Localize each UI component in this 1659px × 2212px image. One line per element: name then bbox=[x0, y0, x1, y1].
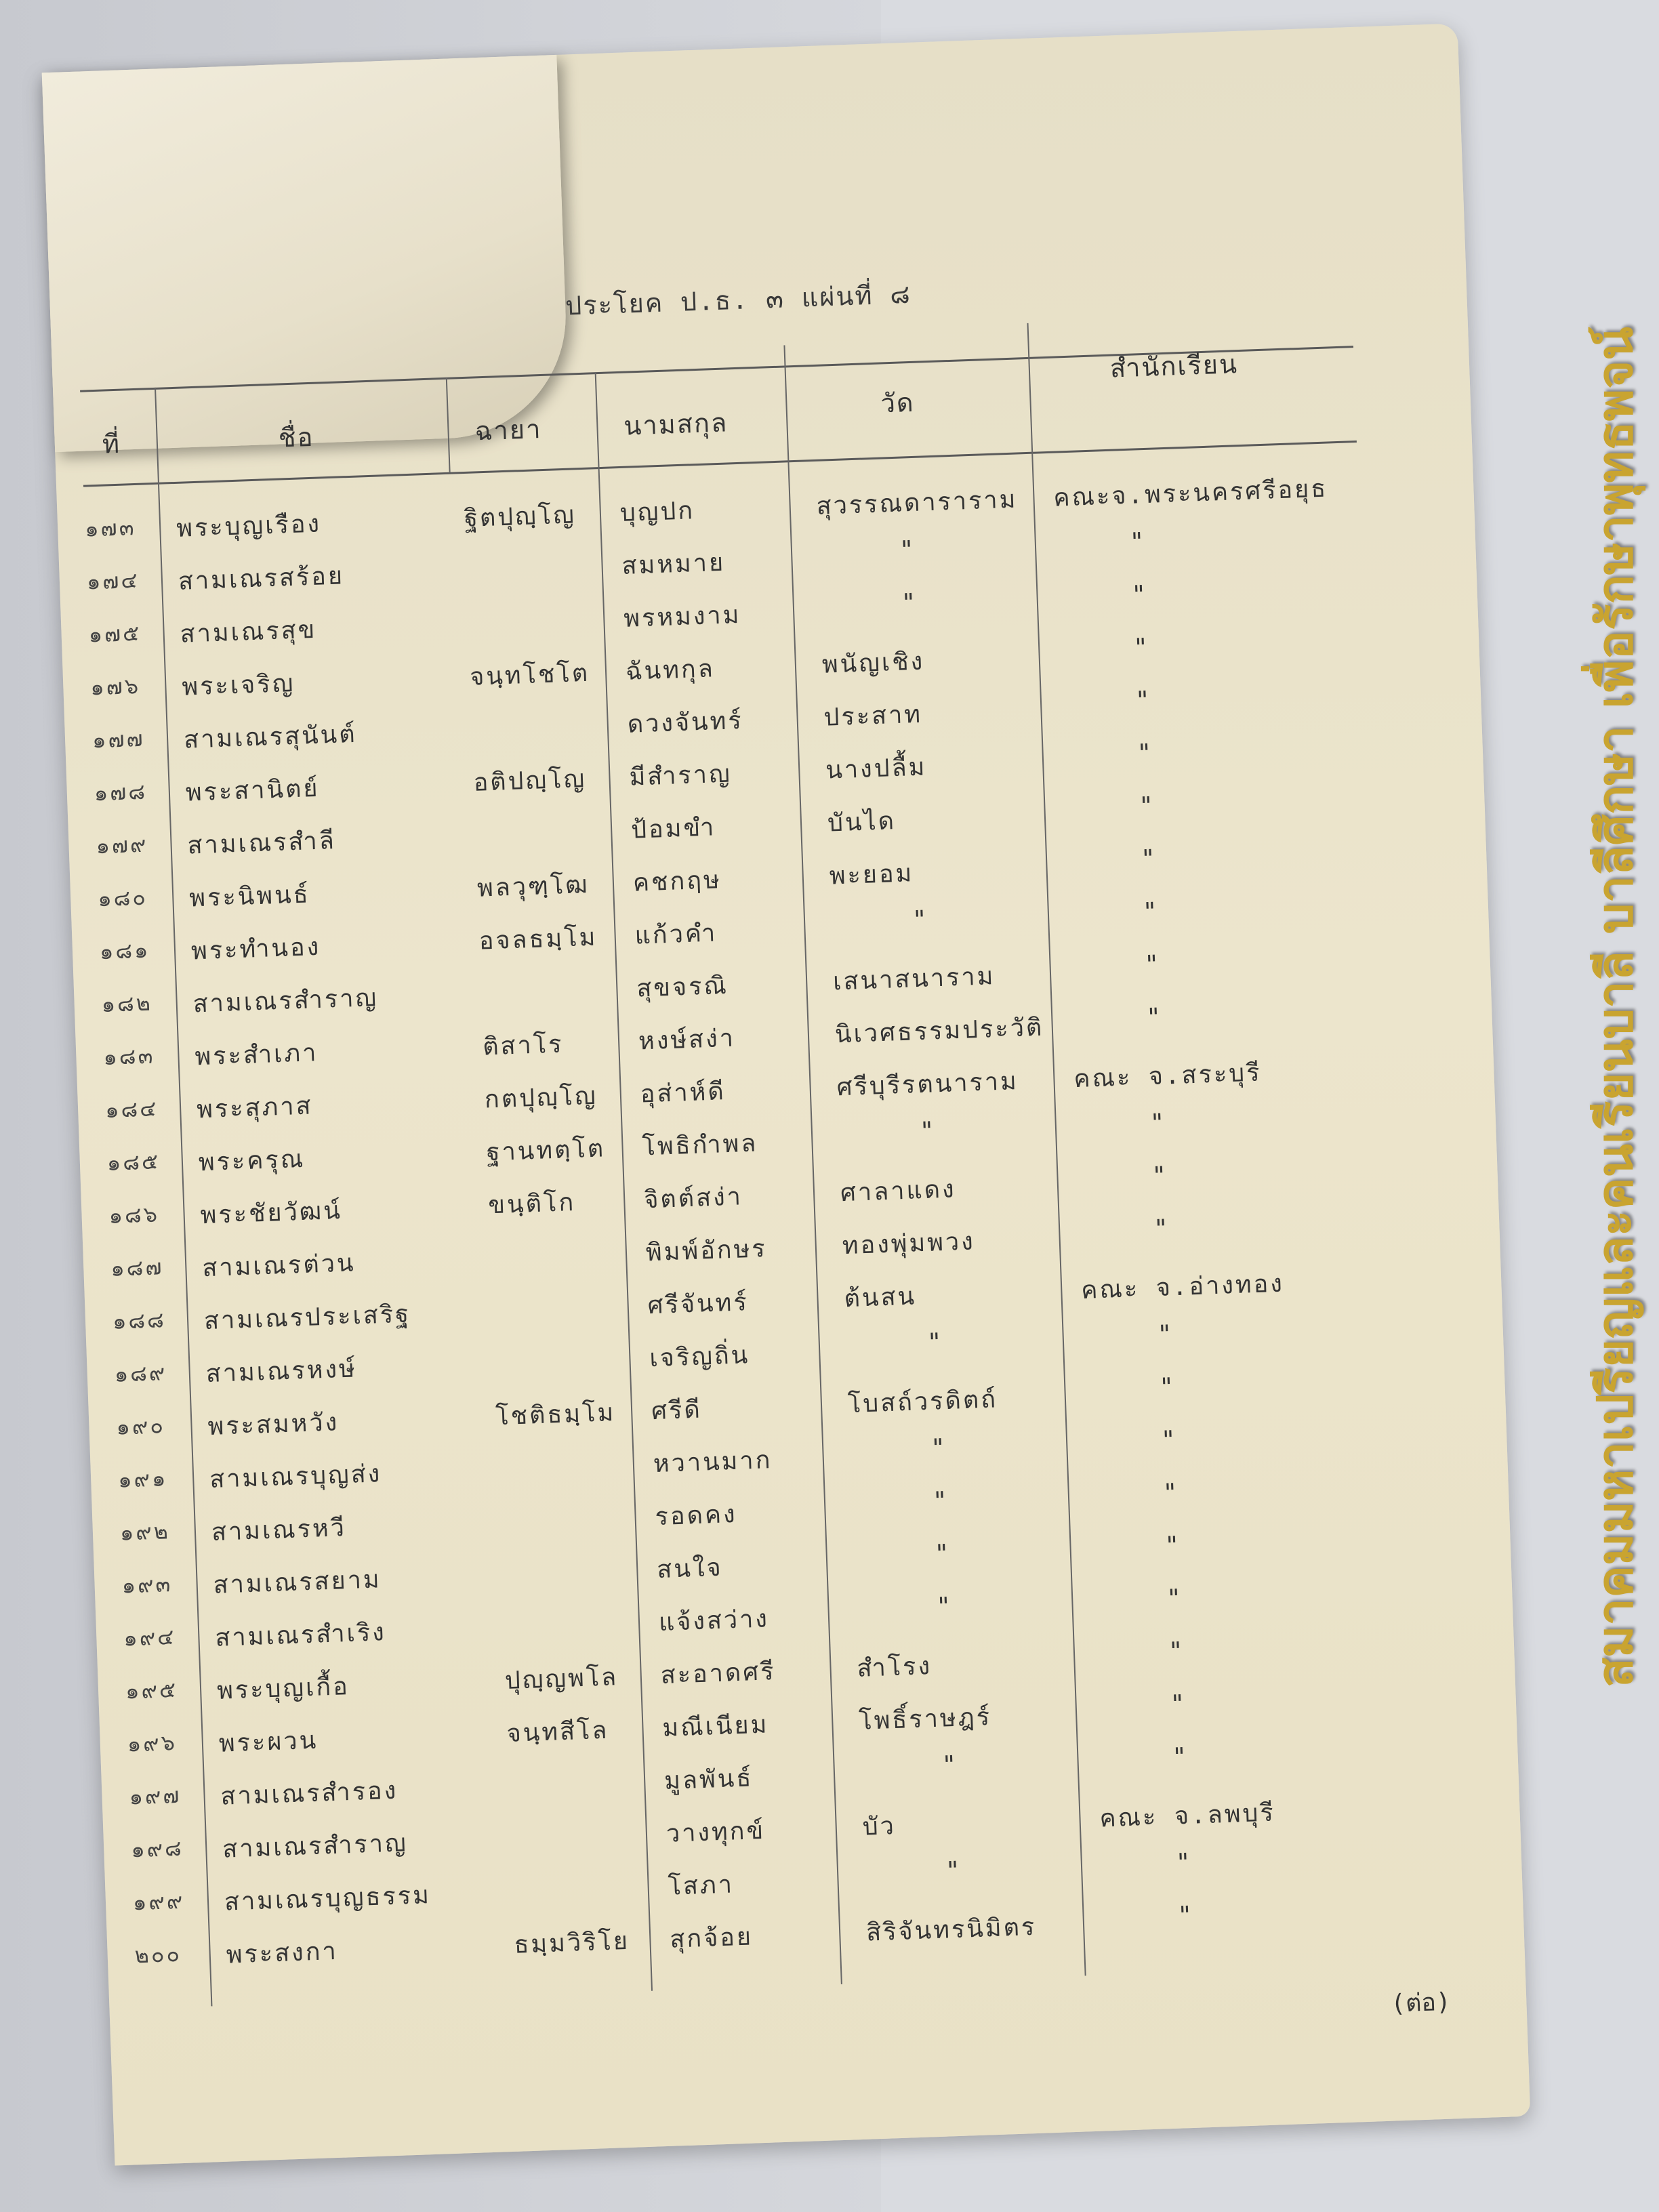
cell-name: สามเณรสยาม bbox=[213, 1565, 382, 1599]
cell-school: คณะจ.พระนครศรีอยุธ bbox=[1052, 474, 1328, 512]
header-school: สำนักเรียน bbox=[1109, 349, 1239, 384]
cell-temple: " bbox=[899, 535, 917, 565]
cell-temple: " bbox=[919, 1117, 937, 1146]
cell-school: " bbox=[1129, 527, 1147, 556]
cell-name: สามเณรต่วน bbox=[201, 1249, 356, 1283]
cell-name: สามเณรสำราญ bbox=[192, 983, 379, 1019]
cell-no: ๑๘๗ bbox=[110, 1254, 165, 1282]
cell-school: " bbox=[1162, 1479, 1181, 1507]
cell-name: สามเณรสำรอง bbox=[220, 1776, 398, 1811]
cell-school: " bbox=[1156, 1320, 1175, 1349]
cell-school: " bbox=[1171, 1742, 1189, 1771]
cell-temple: สิริจันทรนิมิตร bbox=[865, 1912, 1037, 1947]
header-temple: วัด bbox=[880, 387, 916, 419]
column-divider bbox=[1027, 323, 1086, 1976]
cell-no: ๑๙๗ bbox=[128, 1782, 182, 1810]
cell-surname: รอดคง bbox=[654, 1500, 738, 1532]
cell-name: พระบุญเรือง bbox=[176, 510, 322, 543]
cell-alias: อจลธมฺโม bbox=[478, 923, 598, 956]
cell-no: ๑๗๗ bbox=[91, 725, 146, 754]
cell-no: ๑๘๔ bbox=[104, 1095, 159, 1124]
cell-school: " bbox=[1142, 897, 1160, 926]
cell-school: " bbox=[1160, 1426, 1179, 1454]
cell-no: ๑๘๕ bbox=[106, 1148, 161, 1176]
cell-name: สามเณรสำราญ bbox=[222, 1829, 409, 1864]
cell-no: ๑๙๔ bbox=[123, 1623, 176, 1652]
cell-school: " bbox=[1166, 1584, 1184, 1613]
cell-name: สามเณรสร้อย bbox=[178, 562, 345, 596]
header-alias: ฉายา bbox=[474, 414, 543, 447]
cell-temple: เสนาสนาราม bbox=[832, 962, 996, 996]
cell-school: " bbox=[1136, 739, 1155, 768]
header-no: ที่ bbox=[102, 428, 121, 459]
cell-temple: พะยอม bbox=[829, 859, 914, 890]
cell-surname: มีสำราญ bbox=[628, 760, 733, 792]
cell-alias: จนฺทสีโล bbox=[506, 1716, 610, 1748]
cell-name: พระสมหวัง bbox=[207, 1408, 340, 1441]
cell-name: พระบุญเกื้อ bbox=[216, 1673, 350, 1705]
cell-surname: โพธิกำพล bbox=[641, 1129, 759, 1162]
cell-name: สามเณรสำเริง bbox=[214, 1618, 387, 1652]
cell-name: พระสุภาส bbox=[196, 1092, 314, 1124]
cell-temple: " bbox=[932, 1486, 950, 1515]
watermark-text: สมาคมมหาเปรียญและคนเรียนบาลี บาลีศึกษา เพื่อรักษาพุทธพจน์ bbox=[1586, 327, 1643, 1687]
cell-alias: ฐานทตฺโต bbox=[486, 1134, 606, 1167]
column-divider bbox=[783, 345, 842, 1984]
cell-no: ๑๘๙ bbox=[114, 1359, 167, 1387]
cell-school: " bbox=[1170, 1689, 1188, 1719]
cell-surname: จิตต์สง่า bbox=[643, 1183, 743, 1214]
cell-no: ๒๐๐ bbox=[134, 1940, 182, 1969]
cell-name: สามเณรหวี bbox=[211, 1514, 347, 1547]
cell-alias: โชติธมฺโม bbox=[495, 1399, 616, 1431]
cell-surname: ฉันทกุล bbox=[625, 655, 716, 686]
cell-name: สามเณรบุญส่ง bbox=[209, 1460, 382, 1494]
cell-school: " bbox=[1143, 950, 1162, 979]
cell-temple: สำโรง bbox=[856, 1652, 933, 1683]
cell-temple: ต้นสน bbox=[843, 1282, 917, 1313]
cell-name: พระสงกา bbox=[226, 1937, 339, 1969]
cell-alias: ฐิตปุญฺโญ bbox=[464, 501, 577, 533]
cell-no: ๑๗๖ bbox=[89, 672, 141, 701]
cell-school: " bbox=[1153, 1214, 1171, 1244]
cell-temple: " bbox=[926, 1328, 945, 1357]
cell-school: " bbox=[1138, 792, 1156, 821]
cell-surname: ดวงจันทร์ bbox=[627, 706, 744, 739]
cell-school: " bbox=[1149, 1109, 1168, 1138]
cell-name: สามเณรสุข bbox=[180, 615, 317, 649]
cell-name: สามเณรบุญธรรม bbox=[224, 1881, 432, 1917]
cell-surname: โสภา bbox=[667, 1870, 735, 1901]
cell-name: พระสำเภา bbox=[194, 1039, 319, 1071]
cell-temple: " bbox=[945, 1856, 963, 1885]
cell-no: ๑๘๐ bbox=[97, 884, 148, 912]
cell-no: ๑๙๕ bbox=[125, 1676, 178, 1704]
cell-surname: ป้อมขำ bbox=[630, 813, 716, 844]
cell-temple: บัว bbox=[862, 1812, 897, 1841]
cell-alias: พลวุฑฺโฒ bbox=[476, 870, 590, 903]
cell-surname: วางทุกข์ bbox=[665, 1816, 766, 1848]
cell-school: คณะ จ.อ่างทอง bbox=[1080, 1269, 1285, 1305]
cell-temple: " bbox=[935, 1592, 954, 1621]
cell-temple: " bbox=[934, 1539, 952, 1568]
continued-note: (ต่อ) bbox=[1390, 1988, 1452, 2018]
cell-surname: บุญปก bbox=[619, 497, 695, 528]
cell-surname: สุกจ้อย bbox=[669, 1923, 754, 1954]
cell-no: ๑๘๒ bbox=[101, 989, 153, 1018]
cell-school: " bbox=[1175, 1848, 1193, 1877]
cell-surname: แก้วคำ bbox=[634, 919, 718, 950]
cell-surname: พรหมงาม bbox=[623, 600, 742, 633]
cell-name: สามเณรประเสริฐ bbox=[203, 1300, 411, 1336]
cell-no: ๑๘๖ bbox=[108, 1201, 160, 1229]
cell-no: ๑๘๘ bbox=[112, 1307, 167, 1334]
cell-no: ๑๙๐ bbox=[115, 1412, 166, 1440]
cell-temple: โพธิ์ราษฎร์ bbox=[858, 1702, 992, 1736]
cell-alias: ปุญฺญพโล bbox=[504, 1663, 619, 1695]
cell-temple: ประสาท bbox=[823, 700, 923, 732]
cell-surname: สะอาดศรี bbox=[660, 1658, 777, 1689]
cell-name: พระทำนอง bbox=[190, 933, 321, 966]
cell-school: " bbox=[1158, 1373, 1176, 1402]
document-heading: ประโยค ป.ธ. ๓ แผ่นที่ ๘ bbox=[565, 279, 912, 321]
cell-no: ๑๙๑ bbox=[117, 1465, 168, 1493]
page-curl bbox=[42, 55, 570, 452]
cell-surname: หวานมาก bbox=[653, 1446, 773, 1479]
cell-name: พระนิพนธ์ bbox=[188, 880, 311, 913]
cell-temple: นางปลื้ม bbox=[825, 753, 928, 785]
cell-no: ๑๘๓ bbox=[102, 1042, 155, 1071]
cell-temple: สุวรรณดาราราม bbox=[816, 485, 1018, 520]
header-surname: นามสกุล bbox=[623, 407, 729, 441]
cell-school: คณะ จ.สระบุรี bbox=[1073, 1059, 1263, 1094]
cell-alias: อติปญฺโญ bbox=[472, 765, 587, 797]
cell-no: ๑๙๙ bbox=[132, 1887, 185, 1916]
cell-school: " bbox=[1134, 686, 1153, 715]
cell-name: สามเณรสำลี bbox=[186, 826, 337, 860]
cell-school: " bbox=[1176, 1901, 1195, 1930]
cell-alias: กตปุญฺโญ bbox=[484, 1082, 598, 1114]
cell-name: พระสานิตย์ bbox=[185, 774, 321, 807]
cell-no: ๑๗๔ bbox=[86, 567, 140, 595]
cell-alias: ธมฺมวิริโย bbox=[513, 1927, 630, 1959]
cell-surname: มณีเนียม bbox=[661, 1711, 770, 1742]
cell-surname: สุขจรณิ bbox=[636, 971, 729, 1003]
cell-surname: คชกฤษ bbox=[632, 866, 722, 897]
cell-temple: " bbox=[901, 588, 919, 617]
cell-no: ๑๙๘ bbox=[130, 1835, 184, 1863]
cell-name: พระชัยวัฒน์ bbox=[199, 1196, 343, 1230]
cell-school: " bbox=[1168, 1637, 1186, 1666]
cell-school: " bbox=[1140, 844, 1158, 874]
cell-temple: โบสถ์วรดิตถ์ bbox=[847, 1385, 998, 1419]
cell-surname: มูลพันธ์ bbox=[663, 1764, 754, 1795]
cell-name: พระผวน bbox=[218, 1726, 319, 1758]
cell-name: สามเณรสุนันต์ bbox=[183, 720, 358, 754]
cell-school: " bbox=[1130, 580, 1149, 609]
cell-no: ๑๗๓ bbox=[84, 514, 137, 542]
cell-surname: หงษ์สง่า bbox=[638, 1024, 736, 1056]
cell-school: " bbox=[1164, 1532, 1182, 1560]
cell-surname: เจริญถิ่น bbox=[649, 1341, 750, 1373]
cell-temple: ศรีบุรีรตนาราม bbox=[836, 1067, 1019, 1102]
cell-temple: " bbox=[930, 1434, 948, 1462]
cell-temple: ศาลาแดง bbox=[840, 1175, 957, 1208]
cell-alias: ติสาโร bbox=[482, 1030, 565, 1061]
cell-surname: ศรีดี bbox=[651, 1395, 703, 1426]
cell-temple: ทองพุ่มพวง bbox=[842, 1227, 976, 1261]
document-page bbox=[42, 23, 1531, 2165]
cell-temple: " bbox=[912, 905, 930, 935]
cell-school: " bbox=[1151, 1162, 1169, 1191]
cell-school: คณะ จ.ลพบุรี bbox=[1099, 1799, 1276, 1833]
cell-no: ๑๗๕ bbox=[88, 619, 142, 648]
cell-surname: ศรีจันทร์ bbox=[647, 1288, 750, 1320]
cell-temple: บันได bbox=[827, 807, 897, 838]
header-name: ชื่อ bbox=[277, 422, 315, 453]
cell-surname: แจ้งสว่าง bbox=[658, 1605, 770, 1637]
cell-temple: " bbox=[941, 1750, 960, 1780]
cell-no: ๑๗๙ bbox=[95, 831, 149, 859]
cell-name: พระครุณ bbox=[198, 1145, 306, 1177]
cell-surname: อุส่าห์ดี bbox=[640, 1078, 726, 1109]
cell-surname: สมหมาย bbox=[621, 548, 726, 580]
cell-school: " bbox=[1145, 1003, 1164, 1032]
cell-temple: นิเวศธรรมประวัติ bbox=[834, 1013, 1044, 1049]
cell-no: ๑๘๑ bbox=[99, 937, 150, 965]
cell-no: ๑๗๘ bbox=[94, 778, 148, 806]
cell-surname: พิมพ์อักษร bbox=[645, 1235, 768, 1267]
cell-name: สามเณรหงษ์ bbox=[205, 1355, 358, 1389]
cell-name: พระเจริญ bbox=[181, 669, 295, 701]
cell-school: " bbox=[1132, 633, 1151, 662]
cell-alias: จนฺทโชโต bbox=[469, 659, 590, 691]
cell-no: ๑๙๖ bbox=[127, 1729, 178, 1757]
cell-alias: ขนฺติโก bbox=[487, 1188, 576, 1220]
cell-no: ๑๙๒ bbox=[119, 1518, 171, 1546]
cell-no: ๑๙๓ bbox=[121, 1571, 173, 1599]
cell-surname: สนใจ bbox=[656, 1553, 724, 1584]
cell-temple: พนัญเชิง bbox=[821, 647, 925, 679]
